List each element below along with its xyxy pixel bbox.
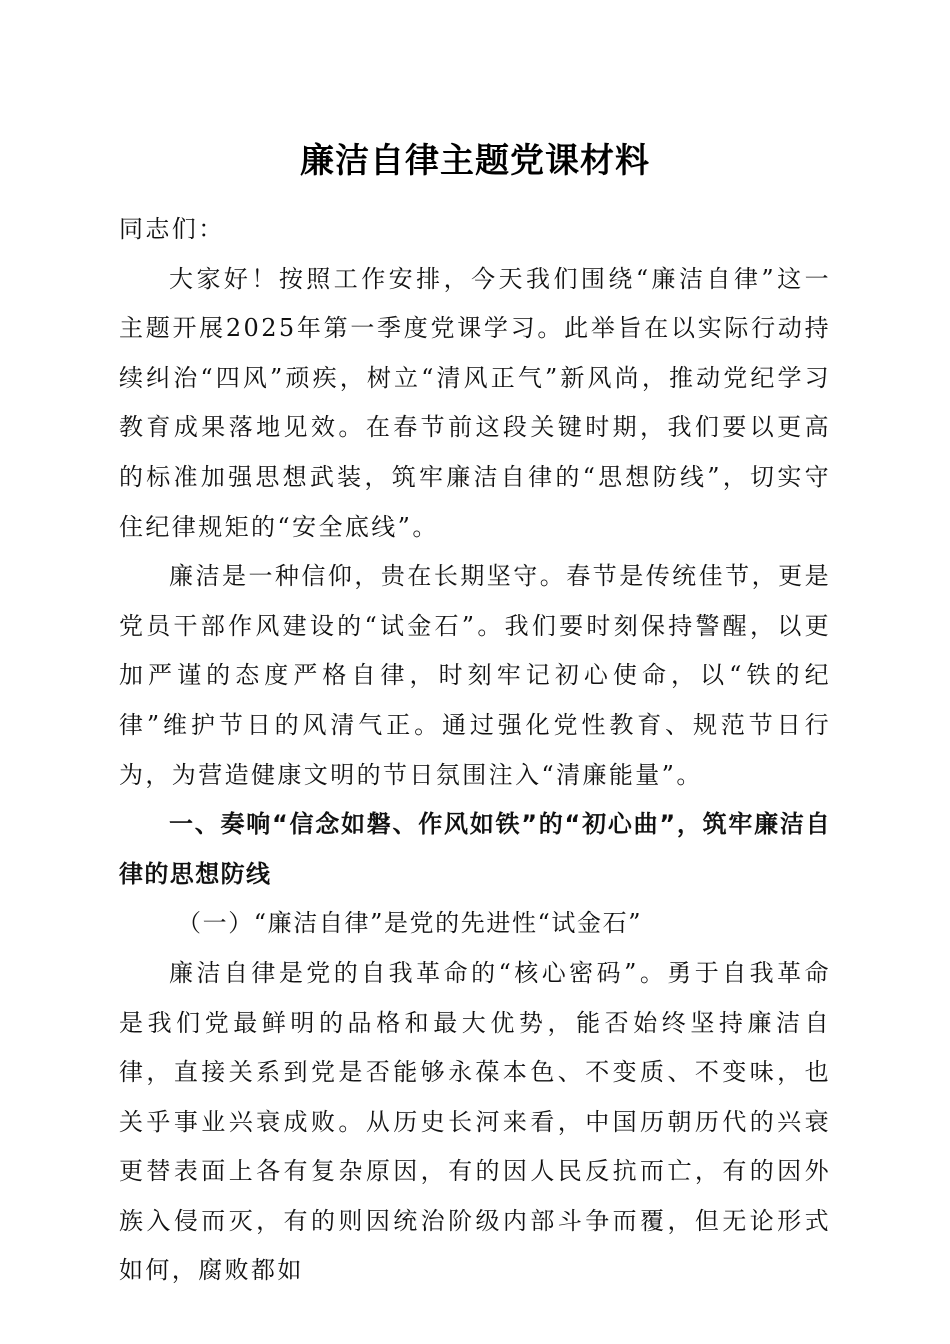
paragraph-self-revolution: 廉洁自律是党的自我革命的“核心密码”。勇于自我革命是我们党最鲜明的品格和最大优势，能否始终坚持廉洁自律，直接关系到党是否能够永葆本色、不变质、不变味，也关乎事业兴衰成败。从历史长河来看，中国历朝历代的兴衰更替表面上各有复杂原因，有的因人民反抗而亡，有的因外族入侵而灭，有的则因统治阶级内部斗争而覆，但无论形式如何，腐败都如 — [119, 958, 831, 1285]
subsection-heading-1-1: （一）“廉洁自律”是党的先进性“试金石” — [177, 909, 643, 938]
paragraph-intro: 大家好！按照工作安排，今天我们围绕“廉洁自律”这一主题开展2025年第一季度党课学习。此举旨在以实际行动持续纠治“四风”顽疾，树立“清风正气”新风尚，推动党纪学习教育成果落地见效。在春节前这段关键时期，我们要以更高的标准加强思想武装，筑牢廉洁自律的“思想防线”，切实守住纪律规矩的“安全底线”。 — [119, 264, 831, 541]
paragraph-integrity-belief: 廉洁是一种信仰，贵在长期坚守。春节是传统佳节，更是党员干部作风建设的“试金石”。我们要时刻保持警醒，以更加严谨的态度严格自律，时刻牢记初心使命，以“铁的纪律”维护节日的风清气正。通过强化党性教育、规范节日行为，为营造健康文明的节日氛围注入“清廉能量”。 — [119, 562, 831, 789]
document-title: 廉洁自律主题党课材料 — [300, 141, 650, 181]
salutation: 同志们： — [119, 215, 225, 243]
section-heading-1: 一、奏响“信念如磐、作风如铁”的“初心曲”，筑牢廉洁自律的思想防线 — [119, 810, 831, 888]
document-body — [119, 205, 831, 1296]
